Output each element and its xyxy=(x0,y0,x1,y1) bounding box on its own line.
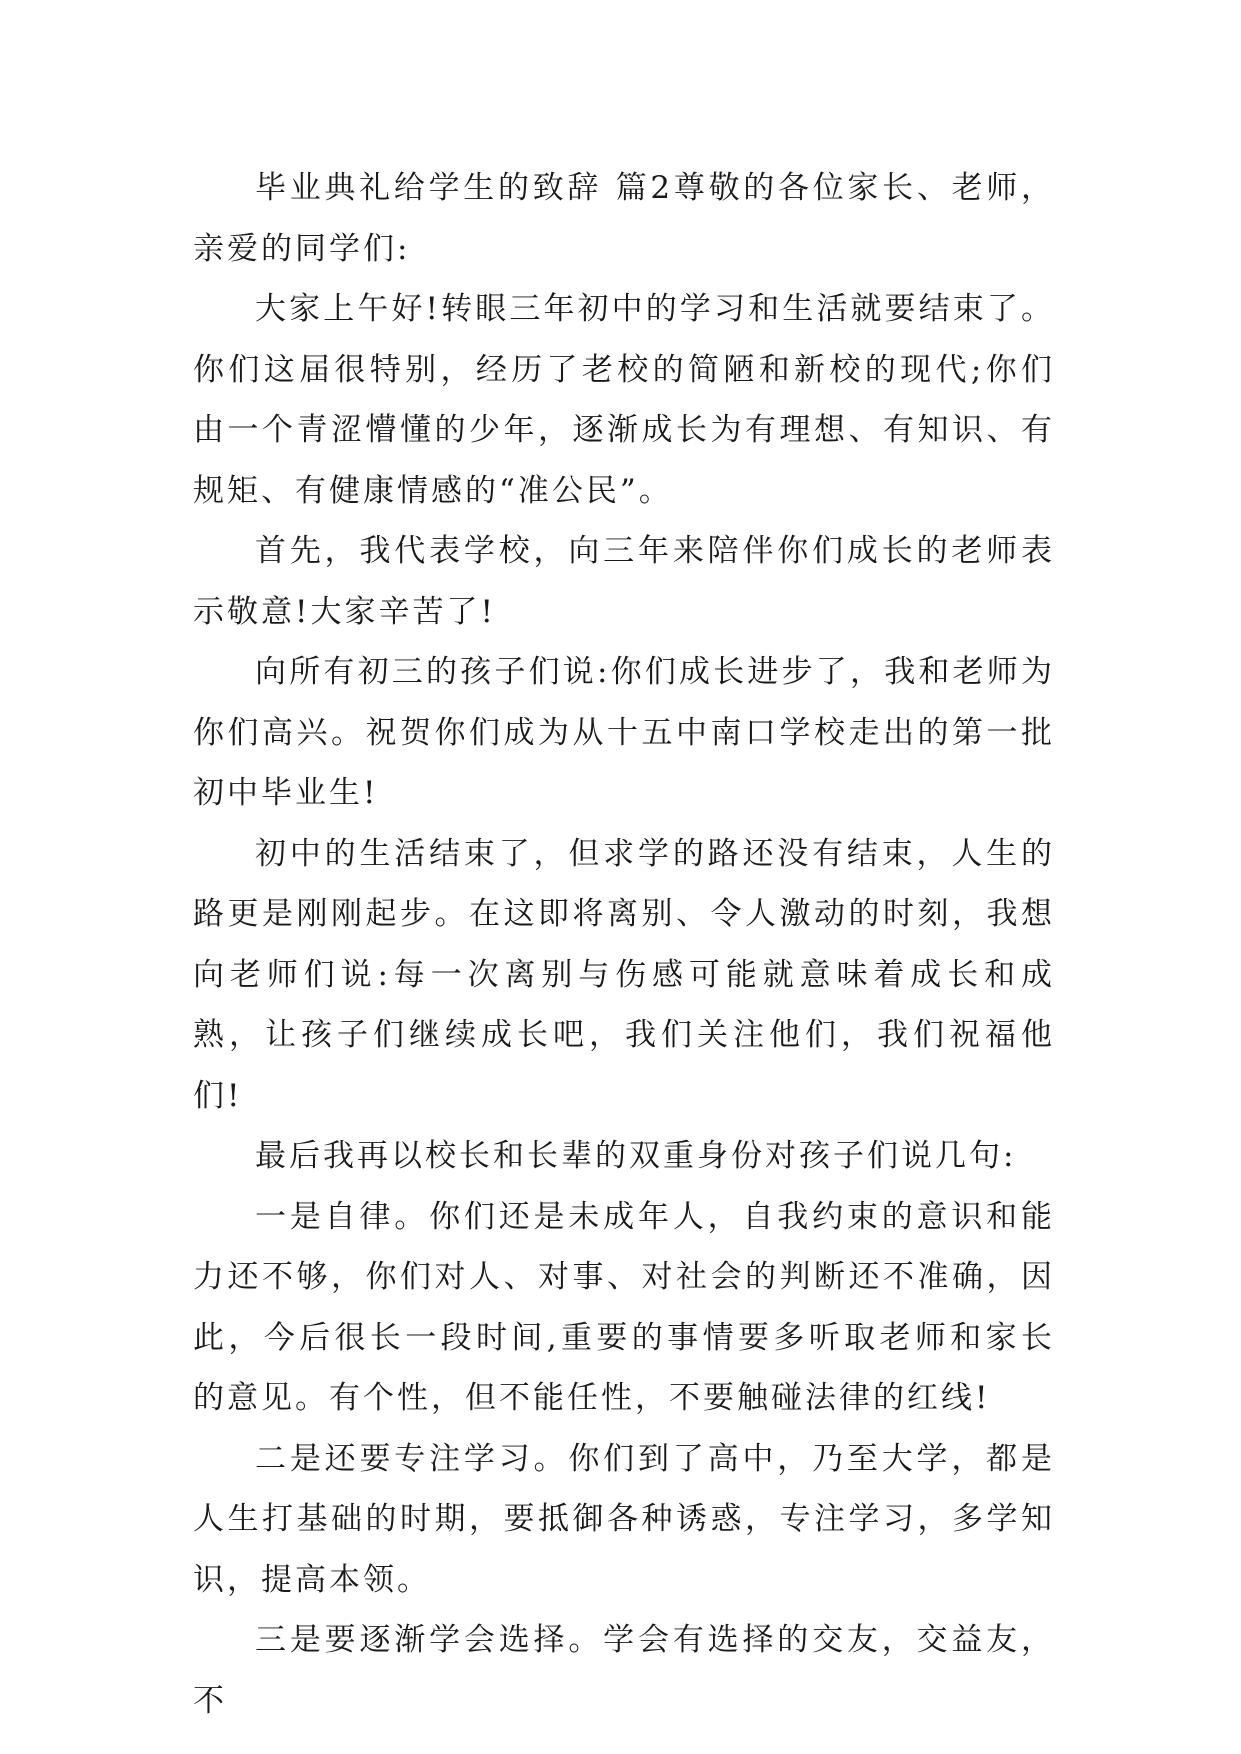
paragraph-self-discipline: 一是自律。你们还是未成年人，自我约束的意识和能力还不够，你们对人、对事、对社会的判断还不准确，因此，今后很长一段时间,重要的事情要多听取老师和家长的意见。有个性，但不能任性，不要触碰法律的红线! xyxy=(193,1198,1055,1416)
paragraph-congratulations: 向所有初三的孩子们说:你们成长进步了，我和老师为你们高兴。祝贺你们成为从十五中南口学校走出的第一批初中毕业生! xyxy=(193,654,1055,811)
document-page xyxy=(193,158,1055,1731)
paragraph-thanks-teachers: 首先，我代表学校，向三年来陪伴你们成长的老师表示敬意!大家辛苦了! xyxy=(193,533,1055,630)
paragraph-greeting: 毕业典礼给学生的致辞 篇2尊敬的各位家长、老师，亲爱的同学们: xyxy=(193,170,1055,267)
paragraph-farewell: 初中的生活结束了，但求学的路还没有结束，人生的路更是刚刚起步。在这即将离别、令人激动的时刻，我想向老师们说:每一次离别与伤感可能就意味着成长和成熟，让孩子们继续成长吧，我们关注他们，我们祝福他们! xyxy=(193,835,1055,1114)
paragraph-focus-study: 二是还要专注学习。你们到了高中，乃至大学，都是人生打基础的时期，要抵御各种诱惑，专注学习，多学知识，提高本领。 xyxy=(193,1440,1055,1598)
paragraph-opening: 大家上午好!转眼三年初中的学习和生活就要结束了。你们这届很特别，经历了老校的简陋和新校的现代;你们由一个青涩懵懂的少年，逐渐成长为有理想、有知识、有规矩、有健康情感的“准公民”。 xyxy=(193,291,1055,509)
paragraph-learn-to-choose: 三是要逐渐学会选择。学会有选择的交友，交益友，不 xyxy=(193,1622,1055,1719)
paragraph-final-words-intro: 最后我再以校长和长辈的双重身份对孩子们说几句: xyxy=(255,1138,1017,1174)
